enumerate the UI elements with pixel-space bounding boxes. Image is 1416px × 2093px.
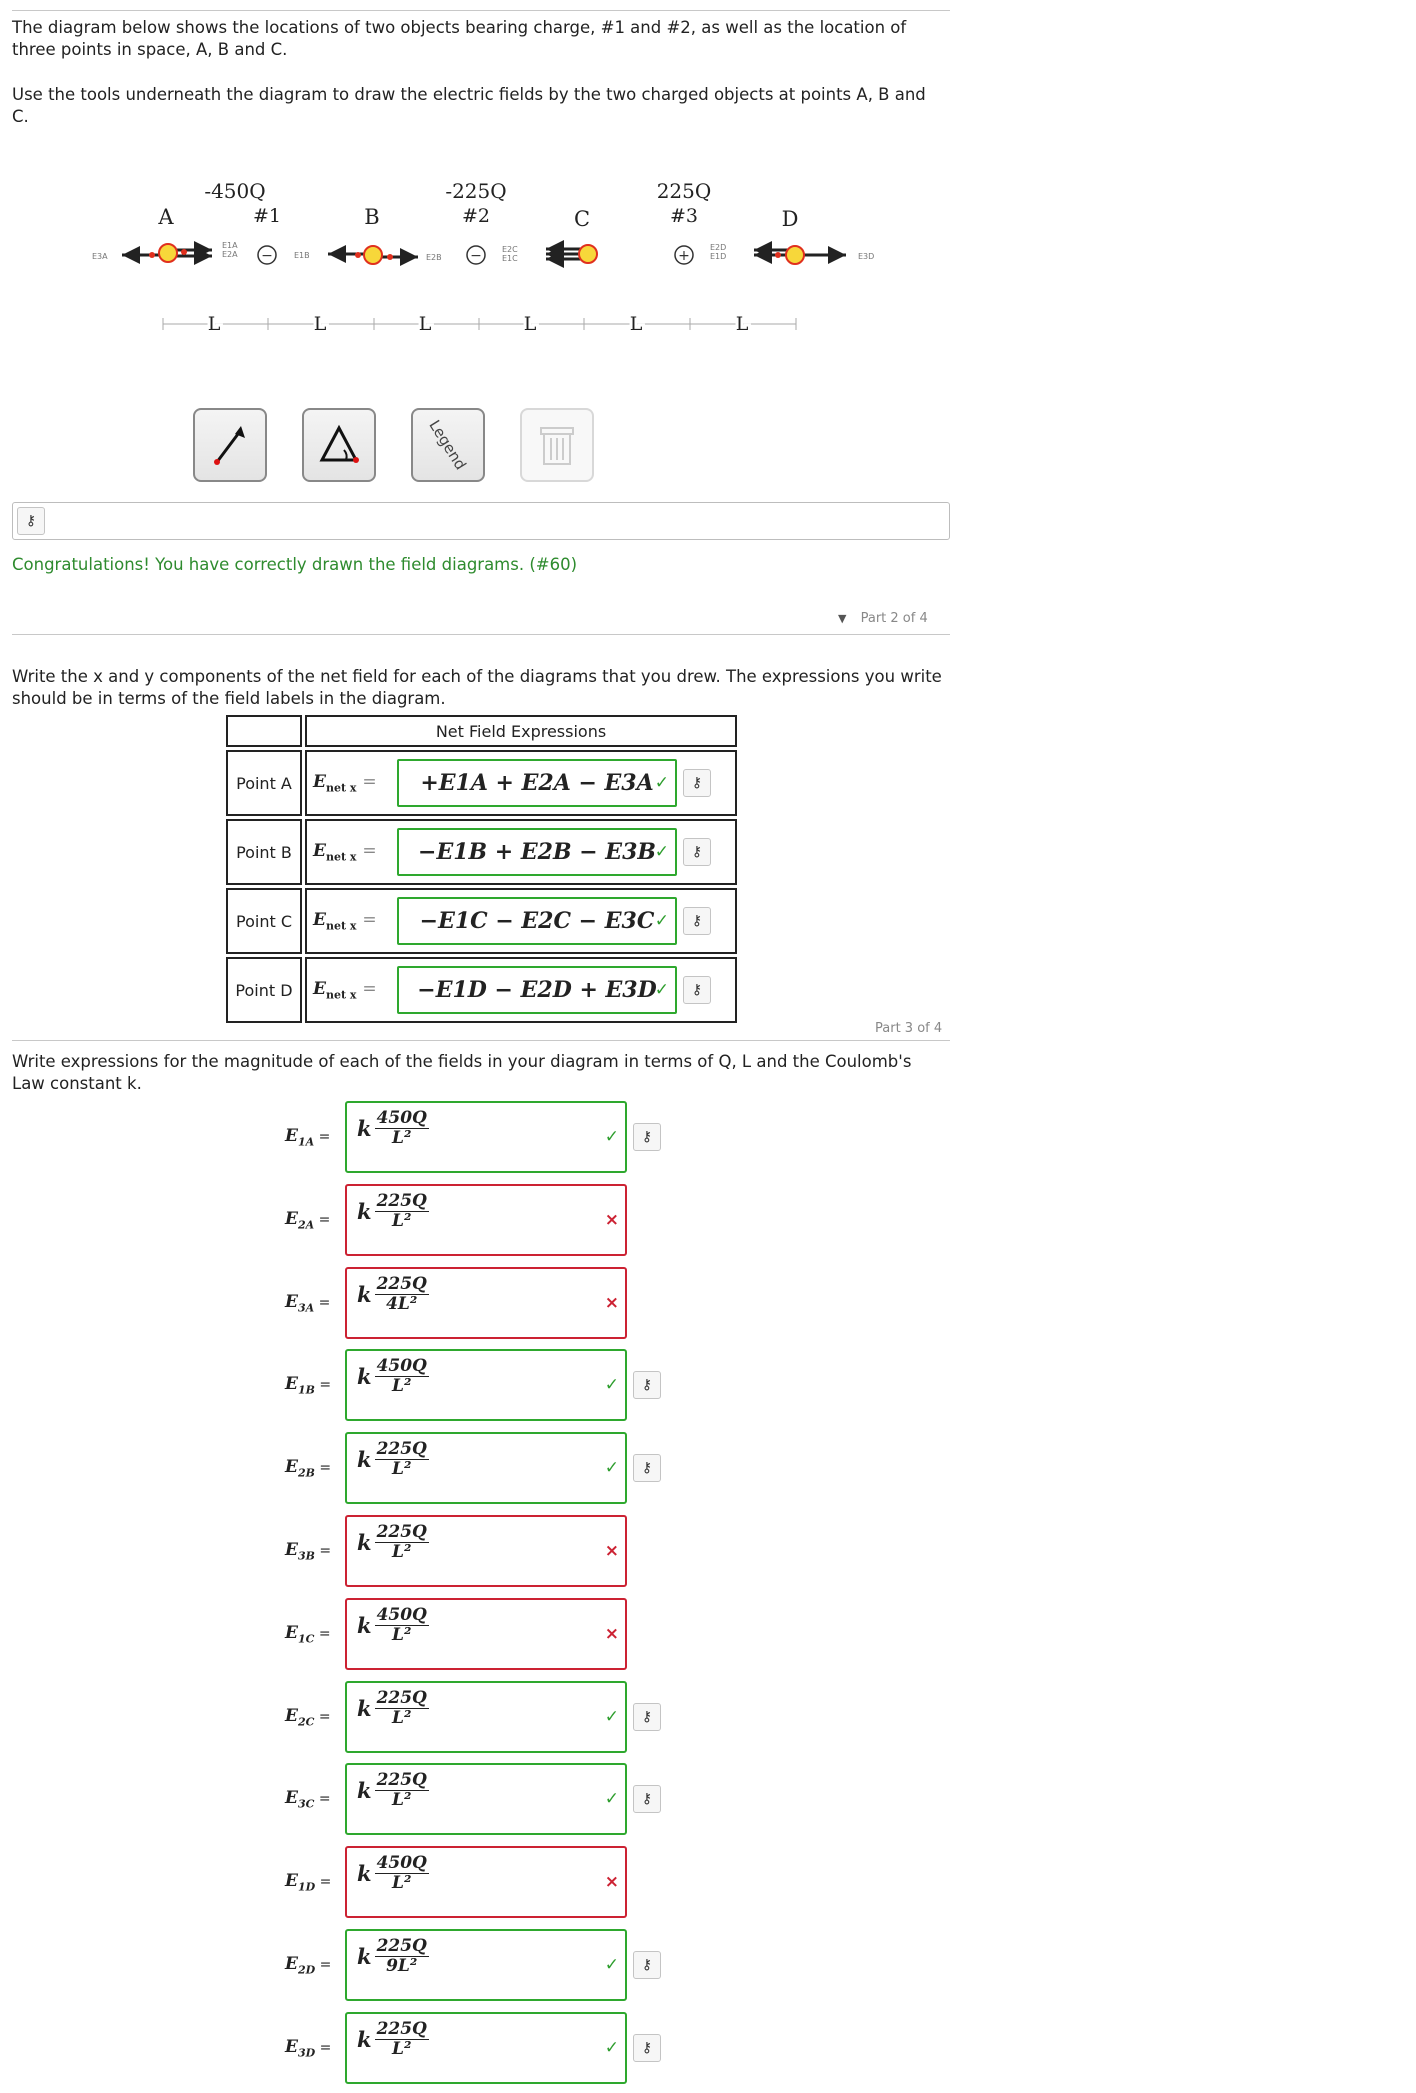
magnitude-input[interactable] bbox=[345, 1598, 627, 1670]
charge-3-sign: + bbox=[678, 248, 690, 264]
correct-check-icon: ✓ bbox=[604, 1458, 619, 1478]
field-name-label: $E_{3D}$ = bbox=[285, 2036, 332, 2060]
numerator: 225Q bbox=[376, 1191, 427, 1211]
point-b-field-arrows[interactable] bbox=[328, 246, 418, 264]
coulomb-k: k bbox=[357, 1696, 372, 1721]
point-b-expression: −E1B + E2B − E3B bbox=[418, 839, 656, 865]
magnitude-expression bbox=[357, 1689, 429, 1728]
arrow-tool-button[interactable] bbox=[193, 408, 267, 482]
charge-1-label: #1 bbox=[252, 205, 282, 227]
field-name-label: $E_{1D}$ = bbox=[285, 1870, 332, 1894]
hint-key-button[interactable] bbox=[633, 1703, 661, 1731]
denominator: L² bbox=[392, 2039, 412, 2059]
magnitude-row bbox=[285, 1846, 627, 1918]
hint-key-button[interactable] bbox=[633, 1371, 661, 1399]
numerator: 225Q bbox=[376, 2019, 427, 2039]
field-name-label: $E_{2C}$ = bbox=[285, 1705, 331, 1729]
coulomb-k: k bbox=[357, 1613, 372, 1638]
coulomb-k: k bbox=[357, 1778, 372, 1803]
key-icon: ⚷ bbox=[691, 913, 703, 929]
table-row bbox=[226, 819, 737, 885]
coulomb-k: k bbox=[357, 1282, 372, 1307]
magnitude-input[interactable] bbox=[345, 1681, 627, 1753]
field-label-e1a: E1A bbox=[222, 241, 238, 250]
point-a-field-arrows[interactable] bbox=[122, 244, 212, 262]
field-name-label: $E_{1A}$ = bbox=[285, 1125, 331, 1149]
spacing-label-3: L bbox=[418, 313, 432, 335]
point-a-expression-input[interactable] bbox=[397, 759, 677, 807]
correct-check-icon: ✓ bbox=[654, 980, 669, 1000]
point-a-expression-cell bbox=[305, 750, 737, 816]
point-b-label: B bbox=[364, 205, 380, 229]
field-label-e2d: E2D bbox=[710, 243, 727, 252]
hint-key-button[interactable] bbox=[683, 838, 711, 866]
numerator: 225Q bbox=[376, 1688, 427, 1708]
table-header: Net Field Expressions bbox=[305, 715, 737, 747]
magnitude-expression bbox=[357, 1109, 429, 1148]
fraction bbox=[375, 1771, 429, 1810]
coulomb-k: k bbox=[357, 1530, 372, 1555]
correct-check-icon: ✓ bbox=[654, 911, 669, 931]
coulomb-k: k bbox=[357, 1116, 372, 1141]
arrow-tool-icon bbox=[205, 420, 255, 470]
part2-instructions: Write the x and y components of the net field for each of the diagrams that you drew. The expressions you write should be in terms of the field labels in the diagram. bbox=[12, 667, 942, 708]
fraction bbox=[375, 1606, 429, 1645]
part3-instructions: Write expressions for the magnitude of each of the fields in your diagram in terms of Q, L and the Coulomb's Law constant k. bbox=[12, 1052, 912, 1093]
spacing-ruler bbox=[163, 318, 796, 330]
hint-key-button[interactable] bbox=[633, 1123, 661, 1151]
point-b-cell: Point B bbox=[226, 819, 302, 885]
fraction bbox=[375, 1275, 429, 1314]
table-row bbox=[226, 957, 737, 1023]
fraction bbox=[375, 1937, 429, 1976]
key-icon: ⚷ bbox=[691, 775, 703, 791]
key-icon: ⚷ bbox=[641, 1957, 653, 1973]
point-a-cell: Point A bbox=[226, 750, 302, 816]
point-b-expression-input[interactable] bbox=[397, 828, 677, 876]
fraction bbox=[375, 1357, 429, 1396]
correct-check-icon: ✓ bbox=[604, 1789, 619, 1809]
magnitude-row bbox=[285, 1515, 627, 1587]
field-label-e2c: E2C bbox=[502, 245, 518, 254]
correct-check-icon: ✓ bbox=[654, 842, 669, 862]
numerator: 225Q bbox=[376, 1770, 427, 1790]
magnitude-row bbox=[285, 1349, 661, 1421]
spacing-label-4: L bbox=[523, 313, 537, 335]
field-label-e3d: E3D bbox=[858, 252, 875, 261]
field-name-label: $E_{1C}$ = bbox=[285, 1622, 331, 1646]
denominator: L² bbox=[392, 1128, 412, 1148]
charge-2-value: -225Q bbox=[445, 179, 507, 203]
correct-check-icon: ✓ bbox=[604, 2038, 619, 2058]
congrats-message: Congratulations! You have correctly drawn the field diagrams. (#60) bbox=[12, 555, 578, 574]
magnitude-expression bbox=[357, 1606, 429, 1645]
trash-icon bbox=[535, 420, 579, 470]
numerator: 450Q bbox=[376, 1356, 427, 1376]
magnitude-expression bbox=[357, 1440, 429, 1479]
key-icon: ⚷ bbox=[641, 1460, 653, 1476]
denominator: L² bbox=[392, 1708, 412, 1728]
fraction bbox=[375, 1689, 429, 1728]
point-c-cell: Point C bbox=[226, 888, 302, 954]
coulomb-k: k bbox=[357, 1944, 372, 1969]
magnitude-row bbox=[285, 1763, 661, 1835]
key-icon: ⚷ bbox=[691, 844, 703, 860]
magnitude-input[interactable] bbox=[345, 1929, 627, 2001]
numerator: 225Q bbox=[376, 1439, 427, 1459]
field-name-label: $E_{1B}$ = bbox=[285, 1373, 332, 1397]
field-label-e1b: E1B bbox=[294, 251, 310, 260]
delete-tool-button[interactable] bbox=[520, 408, 594, 482]
hint-key-button[interactable] bbox=[633, 1785, 661, 1813]
correct-check-icon: ✓ bbox=[654, 773, 669, 793]
field-name-label: $E_{2A}$ = bbox=[285, 1208, 331, 1232]
fraction bbox=[375, 2020, 429, 2059]
magnitude-input[interactable] bbox=[345, 1184, 627, 1256]
enet-x-label: $E_{net x}$ = bbox=[313, 771, 377, 795]
correct-check-icon: ✓ bbox=[604, 1375, 619, 1395]
numerator: 450Q bbox=[376, 1108, 427, 1128]
feedback-box bbox=[12, 502, 950, 540]
magnitude-expression bbox=[357, 1357, 429, 1396]
part2-divider bbox=[12, 634, 950, 635]
numerator: 225Q bbox=[376, 1522, 427, 1542]
charge-diagram[interactable] bbox=[60, 160, 900, 360]
hint-key-button[interactable] bbox=[633, 1454, 661, 1482]
denominator: 9L² bbox=[386, 1956, 418, 1976]
field-label-e1d: E1D bbox=[710, 252, 727, 261]
magnitude-row bbox=[285, 1101, 661, 1173]
magnitude-row bbox=[285, 1598, 627, 1670]
magnitude-row bbox=[285, 1184, 627, 1256]
key-icon: ⚷ bbox=[641, 1709, 653, 1725]
magnitude-input[interactable] bbox=[345, 1763, 627, 1835]
point-b-expression-cell bbox=[305, 819, 737, 885]
magnitude-input[interactable] bbox=[345, 1101, 627, 1173]
collapse-triangle-icon[interactable]: ▼ bbox=[838, 612, 847, 625]
fraction bbox=[375, 1523, 429, 1562]
magnitude-input[interactable] bbox=[345, 1432, 627, 1504]
intro-text-1: The diagram below shows the locations of two objects bearing charge, #1 and #2, as well as the location of three points in space, A, B and C. bbox=[12, 18, 907, 59]
key-icon: ⚷ bbox=[691, 982, 703, 998]
denominator: L² bbox=[392, 1542, 412, 1562]
intro-text-2: Use the tools underneath the diagram to draw the electric fields by the two charged objects at points A, B and C. bbox=[12, 85, 926, 126]
legend-tool-label: Legend bbox=[425, 416, 471, 474]
magnitude-input[interactable] bbox=[345, 1349, 627, 1421]
field-label-e3a: E3A bbox=[92, 252, 108, 261]
field-label-e2b: E2B bbox=[426, 253, 442, 262]
enet-x-label: $E_{net x}$ = bbox=[313, 978, 377, 1002]
part3-divider bbox=[12, 1040, 950, 1041]
magnitude-expression bbox=[357, 1854, 429, 1893]
key-icon: ⚷ bbox=[641, 1129, 653, 1145]
part3-label: Part 3 of 4 bbox=[875, 1021, 943, 1036]
point-a-label: A bbox=[158, 205, 174, 229]
field-label-e1c: E1C bbox=[502, 254, 518, 263]
fraction bbox=[375, 1440, 429, 1479]
part2-label-text: Part 2 of 4 bbox=[860, 611, 928, 626]
denominator: L² bbox=[392, 1625, 412, 1645]
point-d-expression-input[interactable] bbox=[397, 966, 677, 1014]
correct-check-icon: ✓ bbox=[604, 1707, 619, 1727]
point-a-expression: +E1A + E2A − E3A bbox=[420, 770, 654, 796]
key-icon: ⚷ bbox=[641, 1377, 653, 1393]
denominator: 4L² bbox=[386, 1294, 418, 1314]
charge-1-value: -450Q bbox=[204, 179, 266, 203]
denominator: L² bbox=[392, 1873, 412, 1893]
point-d-field-arrows[interactable] bbox=[754, 246, 846, 264]
magnitude-expression bbox=[357, 2020, 429, 2059]
numerator: 225Q bbox=[376, 1274, 427, 1294]
magnitude-input[interactable] bbox=[345, 1846, 627, 1918]
magnitude-row bbox=[285, 1929, 661, 2001]
incorrect-x-icon: × bbox=[604, 1210, 619, 1230]
numerator: 225Q bbox=[376, 1936, 427, 1956]
enet-x-label: $E_{net x}$ = bbox=[313, 909, 377, 933]
fraction bbox=[375, 1854, 429, 1893]
hint-key-button[interactable] bbox=[683, 907, 711, 935]
point-d-cell: Point D bbox=[226, 957, 302, 1023]
denominator: L² bbox=[392, 1459, 412, 1479]
angle-tool-icon bbox=[314, 420, 364, 470]
denominator: L² bbox=[392, 1211, 412, 1231]
coulomb-k: k bbox=[357, 1364, 372, 1389]
charge-2-label: #2 bbox=[461, 205, 491, 227]
incorrect-x-icon: × bbox=[604, 1872, 619, 1892]
field-name-label: $E_{3B}$ = bbox=[285, 1539, 332, 1563]
incorrect-x-icon: × bbox=[604, 1541, 619, 1561]
key-icon: ⚷ bbox=[641, 1791, 653, 1807]
table-row bbox=[226, 750, 737, 816]
magnitude-expression bbox=[357, 1192, 429, 1231]
spacing-label-6: L bbox=[735, 313, 749, 335]
key-icon: ⚷ bbox=[25, 513, 37, 529]
point-d-expression-cell bbox=[305, 957, 737, 1023]
field-name-label: $E_{3A}$ = bbox=[285, 1291, 331, 1315]
denominator: L² bbox=[392, 1376, 412, 1396]
correct-check-icon: ✓ bbox=[604, 1955, 619, 1975]
charge-1-sign: − bbox=[261, 248, 273, 264]
angle-tool-button[interactable] bbox=[302, 408, 376, 482]
point-c-expression-cell bbox=[305, 888, 737, 954]
coulomb-k: k bbox=[357, 2027, 372, 2052]
table-row bbox=[226, 888, 737, 954]
field-name-label: $E_{2D}$ = bbox=[285, 1953, 332, 1977]
magnitude-row bbox=[285, 2012, 661, 2084]
magnitude-row bbox=[285, 1681, 661, 1753]
magnitude-expression bbox=[357, 1937, 429, 1976]
incorrect-x-icon: × bbox=[604, 1624, 619, 1644]
magnitude-input[interactable] bbox=[345, 1267, 627, 1339]
incorrect-x-icon: × bbox=[604, 1293, 619, 1313]
numerator: 450Q bbox=[376, 1605, 427, 1625]
hint-key-button[interactable] bbox=[17, 507, 45, 535]
enet-x-label: $E_{net x}$ = bbox=[313, 840, 377, 864]
coulomb-k: k bbox=[357, 1199, 372, 1224]
magnitude-input[interactable] bbox=[345, 1515, 627, 1587]
charge-3-value: 225Q bbox=[656, 179, 712, 203]
fraction bbox=[375, 1192, 429, 1231]
magnitude-expression bbox=[357, 1771, 429, 1810]
legend-tool-button[interactable] bbox=[411, 408, 485, 482]
coulomb-k: k bbox=[357, 1447, 372, 1472]
magnitude-expression bbox=[357, 1523, 429, 1562]
header-empty-cell bbox=[226, 715, 302, 747]
field-name-label: $E_{2B}$ = bbox=[285, 1456, 332, 1480]
key-icon: ⚷ bbox=[641, 2040, 653, 2056]
point-c-field-arrows[interactable] bbox=[546, 245, 597, 263]
correct-check-icon: ✓ bbox=[604, 1127, 619, 1147]
charge-3-label: #3 bbox=[669, 205, 699, 227]
coulomb-k: k bbox=[357, 1861, 372, 1886]
spacing-label-2: L bbox=[313, 313, 327, 335]
spacing-label-5: L bbox=[629, 313, 643, 335]
point-d-label: D bbox=[781, 207, 799, 231]
top-divider bbox=[12, 10, 950, 11]
part2-label bbox=[838, 611, 928, 626]
point-d-expression: −E1D − E2D + E3D bbox=[417, 977, 657, 1003]
spacing-label-1: L bbox=[207, 313, 221, 335]
numerator: 450Q bbox=[376, 1853, 427, 1873]
magnitude-row bbox=[285, 1432, 661, 1504]
point-c-expression: −E1C − E2C − E3C bbox=[419, 908, 655, 934]
magnitude-expression bbox=[357, 1275, 429, 1314]
fraction bbox=[375, 1109, 429, 1148]
point-c-label: C bbox=[573, 207, 591, 231]
denominator: L² bbox=[392, 1790, 412, 1810]
magnitude-input[interactable] bbox=[345, 2012, 627, 2084]
hint-key-button[interactable] bbox=[683, 769, 711, 797]
hint-key-button[interactable] bbox=[683, 976, 711, 1004]
hint-key-button[interactable] bbox=[633, 2034, 661, 2062]
net-field-table bbox=[223, 712, 740, 1026]
hint-key-button[interactable] bbox=[633, 1951, 661, 1979]
point-c-expression-input[interactable] bbox=[397, 897, 677, 945]
field-label-e2a: E2A bbox=[222, 250, 238, 259]
magnitude-row bbox=[285, 1267, 627, 1339]
field-name-label: $E_{3C}$ = bbox=[285, 1787, 331, 1811]
charge-2-sign: − bbox=[470, 248, 482, 264]
